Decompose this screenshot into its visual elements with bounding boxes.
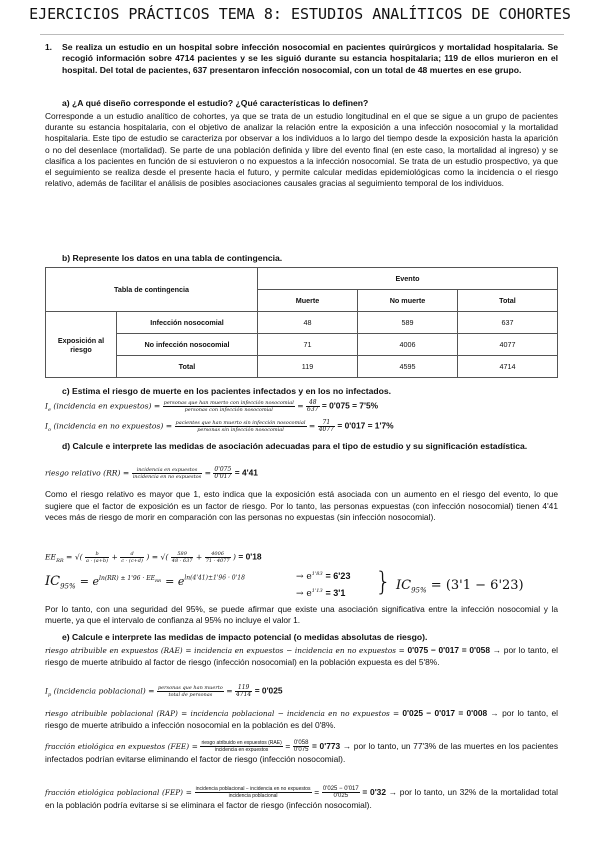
formula-standard-error: $EE_{RR}$ = √( $\frac{b}{a \cdot (a+b)}$ + $\frac{d}{c \cdot (c+d)}$ ) = √( $\frac{589}{48 \cdot 637}$ + $\frac{4006}{71 \cdot 4077}$ ) = 0'18 bbox=[45, 551, 262, 565]
part-d-label: d) bbox=[62, 441, 71, 451]
part-e-heading bbox=[62, 632, 427, 644]
contingency-table bbox=[45, 267, 558, 378]
table-cell: 48 bbox=[258, 312, 358, 334]
table-cell: 119 bbox=[258, 356, 358, 378]
page-title: EJERCICIOS PRÁCTICOS TEMA 8: ESTUDIOS ANALÍTICOS DE COHORTES bbox=[29, 5, 571, 23]
table-cell: 4595 bbox=[358, 356, 458, 378]
table-cell: 4006 bbox=[358, 334, 458, 356]
ci-lower-limit: → $e^{1'13} = 3'1$ bbox=[296, 588, 346, 599]
ci-upper-limit: → $e^{1'83} = 6'23$ bbox=[296, 571, 351, 582]
fep-paragraph: fracción etiológica poblacional (FEP) = $\frac{\text{incidencia poblacional − incidencia en no expuestos}}{\text{incidencia poblacional}}$ = $\frac{0'025 - 0'017}{0'025}$ = 0'32 → por lo tanto, un 32% de la mortalidad total en la población podría evitarse si se eliminara el factor de riesgo (infección nosocomial). bbox=[45, 786, 558, 811]
table-row-label: Infección nosocomial bbox=[117, 312, 258, 334]
table-row-label: No infección nosocomial bbox=[117, 334, 258, 356]
rae-paragraph: riesgo atribuible en expuestos (RAE) = incidencia en expuestos − incidencia en no expuestos = 0'075 − 0'017 = 0'058 → por lo tanto, el riesgo de muerte atribuido al factor de riesgo (infección nosocomial) en la población expuesta es del 5'8%. bbox=[45, 645, 559, 667]
ci-final-interval: $IC_{95\%} = (3'1 - 6'23)$ bbox=[396, 578, 524, 595]
table-col-header: No muerte bbox=[358, 290, 458, 312]
title-divider bbox=[40, 34, 564, 35]
part-d-question: Calcule e interprete las medidas de asociación adecuadas para el tipo de estudio y su significación estadística. bbox=[72, 441, 528, 451]
part-b-label: b) bbox=[62, 253, 71, 263]
table-event-header: Evento bbox=[258, 268, 558, 290]
part-a-label: a) bbox=[62, 98, 70, 108]
table-row bbox=[46, 312, 558, 334]
question-statement: Se realiza un estudio en un hospital sobre infección nosocomial en pacientes quirúrgicos y mortalidad hospitalaria. Se recogió información sobre 4714 pacientes y se les siguió durante su estancia hospitalaria; 119 de ellos murieron en el hospital. Del total de pacientes, 637 presentaron infección nosocomial, con un total de 48 muertes en ese grupo. bbox=[62, 42, 558, 75]
table-row bbox=[46, 334, 558, 356]
table-cell: 71 bbox=[258, 334, 358, 356]
table-col-header: Muerte bbox=[258, 290, 358, 312]
ci-conclusion: Por lo tanto, con una seguridad del 95%, se puede afirmar que existe una asociación significativa entre la infección nosocomial y la muerte, ya que el intervalo de confianza al 95% no incluye el valor 1. bbox=[45, 604, 558, 626]
part-b-question: Represente los datos en una tabla de contingencia. bbox=[72, 253, 283, 263]
question-number: 1. bbox=[45, 42, 52, 52]
formula-confidence-interval: $IC_{95\%} = e^{ln(RR) \pm 1'96 \cdot EE_{RR}} = e^{ln(4'41)\pm 1'96 \cdot 0'18}$ bbox=[45, 574, 245, 591]
ci-brace: } bbox=[375, 567, 392, 597]
part-d-heading bbox=[62, 441, 558, 453]
part-c-question: Estima el riesgo de muerte en los pacientes infectados y en los no infectados. bbox=[72, 386, 392, 396]
formula-incidence-unexposed: $I_o$ (incidencia en no expuestos) = $\frac{\text{pacientes que han muerto sin infección nosocomial}}{\text{personas sin infección nosocomial}}$ = $\frac{71}{4077}$ = 0'017 = 1'7% bbox=[45, 419, 394, 434]
part-e-label: e) bbox=[62, 632, 70, 642]
table-cell: 4714 bbox=[458, 356, 558, 378]
part-e-question: Calcule e interprete las medidas de impacto potencial (o medidas absolutas de riesgo). bbox=[72, 632, 428, 642]
table-cell: 637 bbox=[458, 312, 558, 334]
rap-paragraph: riesgo atribuible poblacional (RAP) = incidencia poblacional − incidencia en no expuestos = 0'025 − 0'017 = 0'008 → por lo tanto, el riesgo de muerte atribuido a infección nosocomial en la población es del 0'8%. bbox=[45, 708, 558, 730]
part-c-heading bbox=[62, 386, 391, 398]
formula-relative-risk: riesgo relativo (RR) = $\frac{\text{incidencia en expuestos}}{\text{incidencia en no expuestos}}$ = $\frac{0'075}{0'017}$ = 4'41 bbox=[45, 466, 258, 480]
rr-interpretation: Como el riesgo relativo es mayor que 1, esto indica que la exposición está asociada con un aumento en el riesgo del evento, lo que sugiere que el factor de exposición es un factor de riesgo. Por lo tanto, las personas expuestas (con infección nosocomial) tienen 4'41 veces más de riesgo de morir en comparación con las personas no expuestas (sin infección nosocomial). bbox=[45, 489, 558, 523]
table-cell: 4077 bbox=[458, 334, 558, 356]
table-row bbox=[46, 356, 558, 378]
part-a-question: ¿A qué diseño corresponde el estudio? ¿Qué características lo definen? bbox=[72, 98, 369, 108]
part-b-heading bbox=[62, 253, 282, 265]
formula-incidence-exposed: $I_e$ (incidencia en expuestos) = $\frac{\text{personas que han muerto con infección nosocomial}}{\text{personas con infección nosocomial}}$ = $\frac{48}{637}$ = 0'075 = 7'5% bbox=[45, 399, 379, 414]
table-cell: 589 bbox=[358, 312, 458, 334]
table-row-label: Total bbox=[117, 356, 258, 378]
part-c-label: c) bbox=[62, 386, 70, 396]
table-group-label: Exposición al riesgo bbox=[46, 312, 117, 378]
part-a-answer: Corresponde a un estudio analítico de cohortes, ya que se trata de un estudio longitudinal en el que se sigue a un grupo de pacientes durante su estancia hospitalaria, con el objetivo de analizar la relación entre la exposición a una infección nosocomial y la mortalidad hospitalaria. Este tipo de estudio se caracteriza por observar a los individuos a lo largo del tiempo desde la exposición hasta la aparición o no del desenlace (mortalidad). Se parte de una población definida y libre del evento final (en este caso, la mortalidad al ingreso) y se clasifica a los pacientes en función de si estuvieron o no expuestos a la infección nosocomial. Se trata de un estudio prospectivo, ya que el seguimiento se realiza desde el presente hacia el futuro, y permite calcular medidas epidemiológicas como la incidencia o el riesgo relativo, además de facilitar el análisis de posibles asociaciones causales gracias al seguimiento temporal de los individuos. bbox=[45, 111, 558, 189]
formula-population-incidence: $I_p$ (incidencia poblacional) = $\frac{\text{personas que han muerto}}{\text{total de personas}}$ = $\frac{119}{4714}$ = 0'025 bbox=[45, 684, 283, 699]
part-a-heading bbox=[62, 98, 368, 110]
fee-paragraph: fracción etiológica en expuestos (FEE) = $\frac{\text{riesgo atribuido en expuestos (RAE)}}{\text{incidencia en expuestos}}$ = $\frac{0'058}{0'075}$ = 0'773 → por lo tanto, un 77'3% de las muertes en los pacientes infectados podrían evitarse eliminando el factor de riesgo (infección nosocomial). bbox=[45, 740, 559, 765]
table-col-header: Total bbox=[458, 290, 558, 312]
table-corner: Tabla de contingencia bbox=[46, 268, 258, 312]
